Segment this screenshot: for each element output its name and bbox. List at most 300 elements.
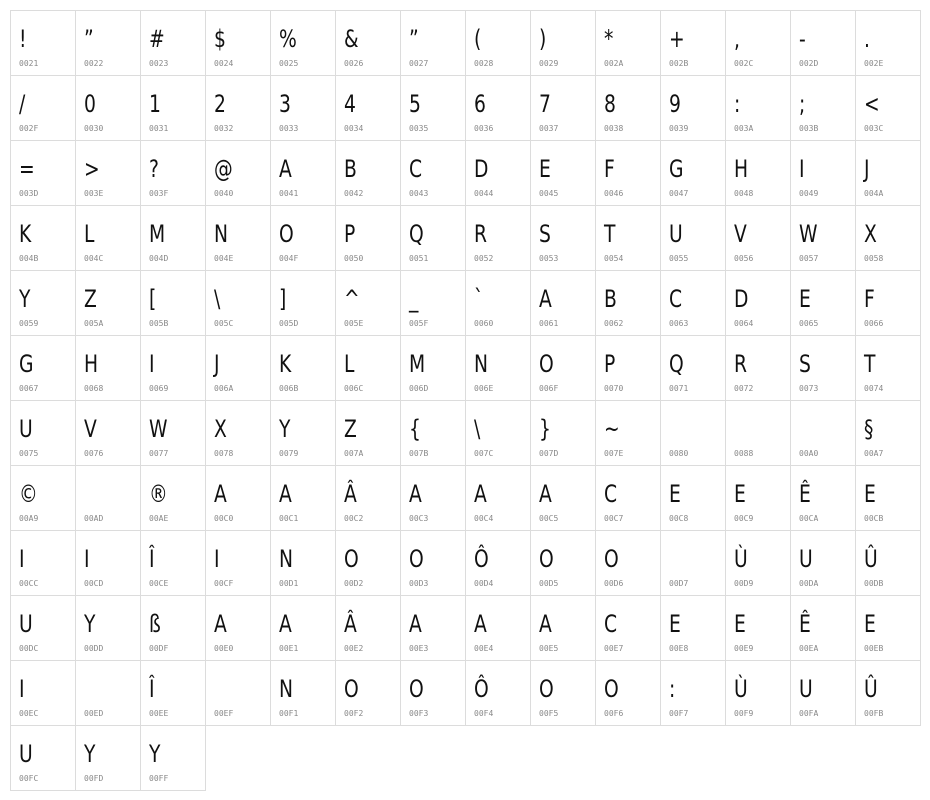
glyph-char: _	[409, 285, 419, 313]
glyph-char: /	[19, 90, 26, 118]
glyph-codepoint: 005C	[214, 319, 234, 328]
glyph-cell	[791, 466, 856, 531]
glyph-cell	[11, 531, 76, 596]
glyph-codepoint: 00CE	[149, 579, 169, 588]
glyph-codepoint: 007A	[344, 449, 364, 458]
glyph-codepoint: 006C	[344, 384, 364, 393]
glyph-cell	[11, 726, 76, 791]
glyph-char: V	[84, 415, 97, 443]
glyph-char: J	[214, 350, 220, 378]
glyph-char: K	[279, 350, 292, 378]
glyph-codepoint: 00DA	[799, 579, 819, 588]
glyph-cell	[141, 141, 206, 206]
glyph-cell	[531, 141, 596, 206]
glyph-codepoint: 002A	[604, 59, 624, 68]
glyph-cell	[401, 661, 466, 726]
glyph-char: \	[474, 415, 481, 443]
glyph-codepoint: 004D	[149, 254, 169, 263]
glyph-char: I	[84, 545, 90, 573]
glyph-cell	[596, 531, 661, 596]
glyph-char: Û	[864, 675, 878, 703]
glyph-codepoint: 0054	[604, 254, 624, 263]
glyph-char: V	[734, 220, 747, 248]
glyph-cell	[401, 141, 466, 206]
glyph-codepoint: 0056	[734, 254, 754, 263]
glyph-char: 7	[539, 90, 551, 118]
glyph-cell	[531, 596, 596, 661]
glyph-char: U	[799, 675, 813, 703]
glyph-char: Ô	[474, 675, 489, 703]
glyph-codepoint: 0057	[799, 254, 819, 263]
glyph-cell	[206, 141, 271, 206]
glyph-codepoint: 0062	[604, 319, 624, 328]
glyph-cell	[596, 206, 661, 271]
glyph-codepoint: 00FB	[864, 709, 884, 718]
glyph-cell	[141, 11, 206, 76]
glyph-codepoint: 00AE	[149, 514, 169, 523]
glyph-cell	[856, 661, 921, 726]
glyph-cell	[661, 466, 726, 531]
glyph-cell	[791, 596, 856, 661]
glyph-codepoint: 00F2	[344, 709, 364, 718]
glyph-grid	[10, 10, 921, 791]
glyph-codepoint: 0044	[474, 189, 494, 198]
glyph-codepoint: 00CD	[84, 579, 104, 588]
glyph-char: %	[279, 25, 297, 53]
glyph-codepoint: 006E	[474, 384, 494, 393]
glyph-cell	[76, 206, 141, 271]
glyph-codepoint: 0031	[149, 124, 169, 133]
glyph-cell	[271, 661, 336, 726]
glyph-cell	[466, 401, 531, 466]
glyph-cell	[76, 336, 141, 401]
glyph-cell	[141, 726, 206, 791]
glyph-char: &	[344, 25, 359, 53]
glyph-cell	[141, 336, 206, 401]
glyph-codepoint: 005A	[84, 319, 104, 328]
glyph-cell	[76, 466, 141, 531]
glyph-char: M	[149, 220, 166, 248]
glyph-codepoint: 0036	[474, 124, 494, 133]
glyph-codepoint: 0049	[799, 189, 819, 198]
glyph-char: <	[864, 90, 880, 118]
glyph-codepoint: 0058	[864, 254, 884, 263]
glyph-char: Â	[344, 610, 357, 638]
glyph-char: ~	[604, 415, 620, 443]
glyph-char: U	[19, 740, 33, 768]
glyph-cell	[141, 531, 206, 596]
glyph-char: H	[84, 350, 99, 378]
glyph-codepoint: 0028	[474, 59, 494, 68]
glyph-cell	[531, 466, 596, 531]
glyph-char: ”	[84, 25, 94, 53]
glyph-char: O	[604, 675, 619, 703]
glyph-codepoint: 0027	[409, 59, 429, 68]
glyph-cell	[531, 76, 596, 141]
glyph-cell	[726, 466, 791, 531]
glyph-char: ©	[19, 480, 38, 508]
glyph-cell	[76, 271, 141, 336]
glyph-char: Z	[344, 415, 357, 443]
glyph-char: ,	[734, 25, 740, 53]
glyph-codepoint: 004F	[279, 254, 299, 263]
glyph-codepoint: 0023	[149, 59, 169, 68]
glyph-cell	[336, 466, 401, 531]
glyph-char: O	[539, 350, 554, 378]
glyph-codepoint: 00CA	[799, 514, 819, 523]
glyph-cell	[596, 661, 661, 726]
glyph-cell	[856, 11, 921, 76]
glyph-cell	[661, 401, 726, 466]
glyph-char: ;	[799, 90, 806, 118]
glyph-cell	[11, 401, 76, 466]
glyph-char: .	[864, 25, 870, 53]
glyph-cell	[596, 141, 661, 206]
glyph-cell	[401, 401, 466, 466]
glyph-cell	[141, 401, 206, 466]
glyph-char: Î	[149, 675, 155, 703]
glyph-char: H	[734, 155, 749, 183]
glyph-char: Y	[84, 610, 96, 638]
glyph-char: U	[19, 415, 33, 443]
glyph-codepoint: 0038	[604, 124, 624, 133]
glyph-char: C	[604, 480, 618, 508]
glyph-char: \	[214, 285, 221, 313]
glyph-cell	[466, 336, 531, 401]
glyph-codepoint: 00FD	[84, 774, 104, 783]
glyph-codepoint: 004C	[84, 254, 104, 263]
glyph-codepoint: 0041	[279, 189, 299, 198]
glyph-char: C	[604, 610, 618, 638]
glyph-cell	[466, 11, 531, 76]
glyph-char: Z	[84, 285, 97, 313]
glyph-cell	[856, 596, 921, 661]
glyph-char: P	[344, 220, 356, 248]
glyph-codepoint: 0047	[669, 189, 689, 198]
glyph-codepoint: 00EE	[149, 709, 169, 718]
glyph-codepoint: 00C4	[474, 514, 494, 523]
glyph-char: ”	[409, 25, 419, 53]
glyph-codepoint: 0024	[214, 59, 234, 68]
glyph-codepoint: 00F7	[669, 709, 689, 718]
glyph-codepoint: 004B	[19, 254, 39, 263]
glyph-char: D	[474, 155, 489, 183]
glyph-codepoint: 00E3	[409, 644, 429, 653]
glyph-char: G	[669, 155, 684, 183]
glyph-cell	[661, 206, 726, 271]
glyph-cell	[466, 141, 531, 206]
glyph-codepoint: 0053	[539, 254, 559, 263]
glyph-char: Û	[864, 545, 878, 573]
glyph-codepoint: 0046	[604, 189, 624, 198]
glyph-char: [	[149, 285, 157, 313]
glyph-codepoint: 00E9	[734, 644, 754, 653]
glyph-codepoint: 00E5	[539, 644, 559, 653]
glyph-cell	[401, 76, 466, 141]
glyph-char: E	[669, 610, 681, 638]
glyph-codepoint: 0066	[864, 319, 884, 328]
glyph-codepoint: 0048	[734, 189, 754, 198]
glyph-codepoint: 007E	[604, 449, 624, 458]
glyph-char: Y	[149, 740, 161, 768]
glyph-codepoint: 00D7	[669, 579, 689, 588]
glyph-cell	[726, 531, 791, 596]
glyph-cell	[271, 206, 336, 271]
glyph-codepoint: 0080	[669, 449, 689, 458]
glyph-cell	[206, 271, 271, 336]
glyph-cell	[336, 206, 401, 271]
glyph-char: 3	[279, 90, 291, 118]
glyph-char: Q	[409, 220, 424, 248]
glyph-codepoint: 002E	[864, 59, 884, 68]
glyph-cell	[856, 271, 921, 336]
glyph-codepoint: 00A7	[864, 449, 884, 458]
glyph-cell	[791, 271, 856, 336]
glyph-cell	[401, 466, 466, 531]
glyph-codepoint: 0069	[149, 384, 169, 393]
glyph-char: Ê	[799, 480, 811, 508]
glyph-codepoint: 0060	[474, 319, 494, 328]
glyph-cell	[531, 661, 596, 726]
glyph-char: O	[344, 675, 359, 703]
glyph-cell	[856, 141, 921, 206]
glyph-cell	[726, 76, 791, 141]
glyph-cell	[206, 336, 271, 401]
glyph-char: O	[409, 675, 424, 703]
glyph-char: P	[604, 350, 616, 378]
glyph-cell	[206, 596, 271, 661]
glyph-codepoint: 0059	[19, 319, 39, 328]
glyph-char: Y	[84, 740, 96, 768]
glyph-cell	[336, 401, 401, 466]
glyph-codepoint: 007B	[409, 449, 429, 458]
glyph-cell	[11, 206, 76, 271]
glyph-cell	[11, 336, 76, 401]
glyph-char: I	[149, 350, 155, 378]
glyph-cell	[856, 336, 921, 401]
glyph-char: !	[19, 25, 27, 53]
glyph-codepoint: 0065	[799, 319, 819, 328]
glyph-codepoint: 0025	[279, 59, 299, 68]
glyph-cell	[791, 531, 856, 596]
glyph-char: {	[409, 415, 421, 443]
glyph-char: 5	[409, 90, 421, 118]
glyph-cell	[336, 141, 401, 206]
glyph-cell	[791, 401, 856, 466]
glyph-codepoint: 003C	[864, 124, 884, 133]
glyph-codepoint: 0026	[344, 59, 364, 68]
glyph-char: O	[539, 675, 554, 703]
glyph-codepoint: 00DC	[19, 644, 39, 653]
glyph-codepoint: 0032	[214, 124, 234, 133]
glyph-codepoint: 0078	[214, 449, 234, 458]
glyph-char: O	[604, 545, 619, 573]
glyph-char: >	[84, 155, 100, 183]
glyph-char: 8	[604, 90, 616, 118]
glyph-codepoint: 00E4	[474, 644, 494, 653]
glyph-cell	[726, 11, 791, 76]
glyph-char: A	[474, 480, 487, 508]
glyph-cell	[141, 661, 206, 726]
glyph-cell	[791, 661, 856, 726]
glyph-char: 6	[474, 90, 486, 118]
glyph-cell	[856, 206, 921, 271]
glyph-char: I	[19, 545, 25, 573]
glyph-codepoint: 00DD	[84, 644, 104, 653]
glyph-codepoint: 00EC	[19, 709, 39, 718]
glyph-codepoint: 0061	[539, 319, 559, 328]
glyph-cell	[336, 531, 401, 596]
glyph-char: 2	[214, 90, 226, 118]
glyph-cell	[206, 76, 271, 141]
glyph-cell	[206, 531, 271, 596]
glyph-codepoint: 002D	[799, 59, 819, 68]
glyph-codepoint: 002C	[734, 59, 754, 68]
glyph-char: 1	[149, 90, 161, 118]
glyph-codepoint: 0088	[734, 449, 754, 458]
glyph-char: A	[539, 480, 552, 508]
glyph-codepoint: 003A	[734, 124, 754, 133]
glyph-codepoint: 00F9	[734, 709, 754, 718]
glyph-cell	[141, 271, 206, 336]
glyph-char: O	[279, 220, 294, 248]
glyph-codepoint: 0076	[84, 449, 104, 458]
glyph-char: S	[799, 350, 811, 378]
glyph-codepoint: 0068	[84, 384, 104, 393]
glyph-codepoint: 0035	[409, 124, 429, 133]
glyph-codepoint: 003E	[84, 189, 104, 198]
glyph-char: A	[279, 480, 292, 508]
glyph-char: ^	[344, 285, 360, 313]
glyph-cell	[141, 466, 206, 531]
glyph-codepoint: 00FA	[799, 709, 819, 718]
glyph-cell	[856, 401, 921, 466]
glyph-cell	[791, 141, 856, 206]
glyph-cell	[466, 596, 531, 661]
glyph-cell	[76, 661, 141, 726]
glyph-char: W	[799, 220, 818, 248]
glyph-char: U	[799, 545, 813, 573]
glyph-cell	[271, 336, 336, 401]
glyph-char: O	[409, 545, 424, 573]
glyph-codepoint: 00ED	[84, 709, 104, 718]
glyph-cell	[401, 596, 466, 661]
glyph-char: L	[344, 350, 355, 378]
glyph-codepoint: 0022	[84, 59, 104, 68]
glyph-char: R	[474, 220, 488, 248]
glyph-codepoint: 0042	[344, 189, 364, 198]
glyph-char: #	[149, 25, 165, 53]
glyph-cell	[271, 596, 336, 661]
glyph-cell	[206, 401, 271, 466]
glyph-codepoint: 00E8	[669, 644, 689, 653]
glyph-codepoint: 00A0	[799, 449, 819, 458]
glyph-codepoint: 0034	[344, 124, 364, 133]
glyph-cell	[726, 401, 791, 466]
glyph-cell	[401, 11, 466, 76]
glyph-cell	[596, 11, 661, 76]
glyph-char: E	[539, 155, 551, 183]
glyph-char: Q	[669, 350, 684, 378]
glyph-codepoint: 00AD	[84, 514, 104, 523]
glyph-cell	[661, 11, 726, 76]
glyph-cell	[336, 596, 401, 661]
glyph-char: 4	[344, 90, 356, 118]
glyph-char: U	[19, 610, 33, 638]
glyph-codepoint: 00F3	[409, 709, 429, 718]
glyph-codepoint: 0043	[409, 189, 429, 198]
glyph-char: G	[19, 350, 34, 378]
glyph-char: ?	[149, 155, 159, 183]
glyph-cell	[726, 206, 791, 271]
glyph-cell	[726, 661, 791, 726]
glyph-codepoint: 00CB	[864, 514, 884, 523]
glyph-char: I	[799, 155, 805, 183]
glyph-codepoint: 002B	[669, 59, 689, 68]
glyph-codepoint: 00C2	[344, 514, 364, 523]
glyph-char: M	[409, 350, 426, 378]
glyph-codepoint: 003B	[799, 124, 819, 133]
glyph-char: E	[669, 480, 681, 508]
glyph-codepoint: 00FF	[149, 774, 169, 783]
glyph-codepoint: 00EF	[214, 709, 234, 718]
glyph-cell	[596, 401, 661, 466]
glyph-codepoint: 0045	[539, 189, 559, 198]
glyph-codepoint: 0063	[669, 319, 689, 328]
glyph-cell	[11, 596, 76, 661]
glyph-char: F	[604, 155, 615, 183]
glyph-char: ®	[149, 480, 168, 508]
glyph-cell	[76, 726, 141, 791]
glyph-char: X	[864, 220, 877, 248]
glyph-char: A	[409, 610, 422, 638]
glyph-cell	[661, 596, 726, 661]
glyph-cell	[206, 11, 271, 76]
glyph-codepoint: 0037	[539, 124, 559, 133]
glyph-char: Y	[279, 415, 291, 443]
glyph-char: A	[279, 610, 292, 638]
glyph-cell	[856, 466, 921, 531]
glyph-codepoint: 005B	[149, 319, 169, 328]
glyph-cell	[11, 661, 76, 726]
glyph-codepoint: 00C8	[669, 514, 689, 523]
glyph-codepoint: 0070	[604, 384, 624, 393]
glyph-cell	[531, 531, 596, 596]
glyph-char: E	[864, 610, 876, 638]
glyph-cell	[271, 76, 336, 141]
glyph-cell	[791, 336, 856, 401]
glyph-codepoint: 0039	[669, 124, 689, 133]
glyph-char: A	[409, 480, 422, 508]
glyph-char: :	[669, 675, 676, 703]
glyph-char: Â	[344, 480, 357, 508]
glyph-char: A	[474, 610, 487, 638]
glyph-cell	[466, 661, 531, 726]
glyph-cell	[76, 401, 141, 466]
glyph-char: F	[864, 285, 875, 313]
glyph-char: I	[214, 545, 220, 573]
glyph-char: J	[864, 155, 870, 183]
glyph-cell	[661, 661, 726, 726]
glyph-char: 9	[669, 90, 681, 118]
glyph-cell	[466, 206, 531, 271]
glyph-codepoint: 005D	[279, 319, 299, 328]
glyph-char: E	[734, 610, 746, 638]
glyph-cell	[271, 531, 336, 596]
glyph-codepoint: 00C0	[214, 514, 234, 523]
glyph-char: A	[214, 480, 227, 508]
glyph-cell	[791, 76, 856, 141]
